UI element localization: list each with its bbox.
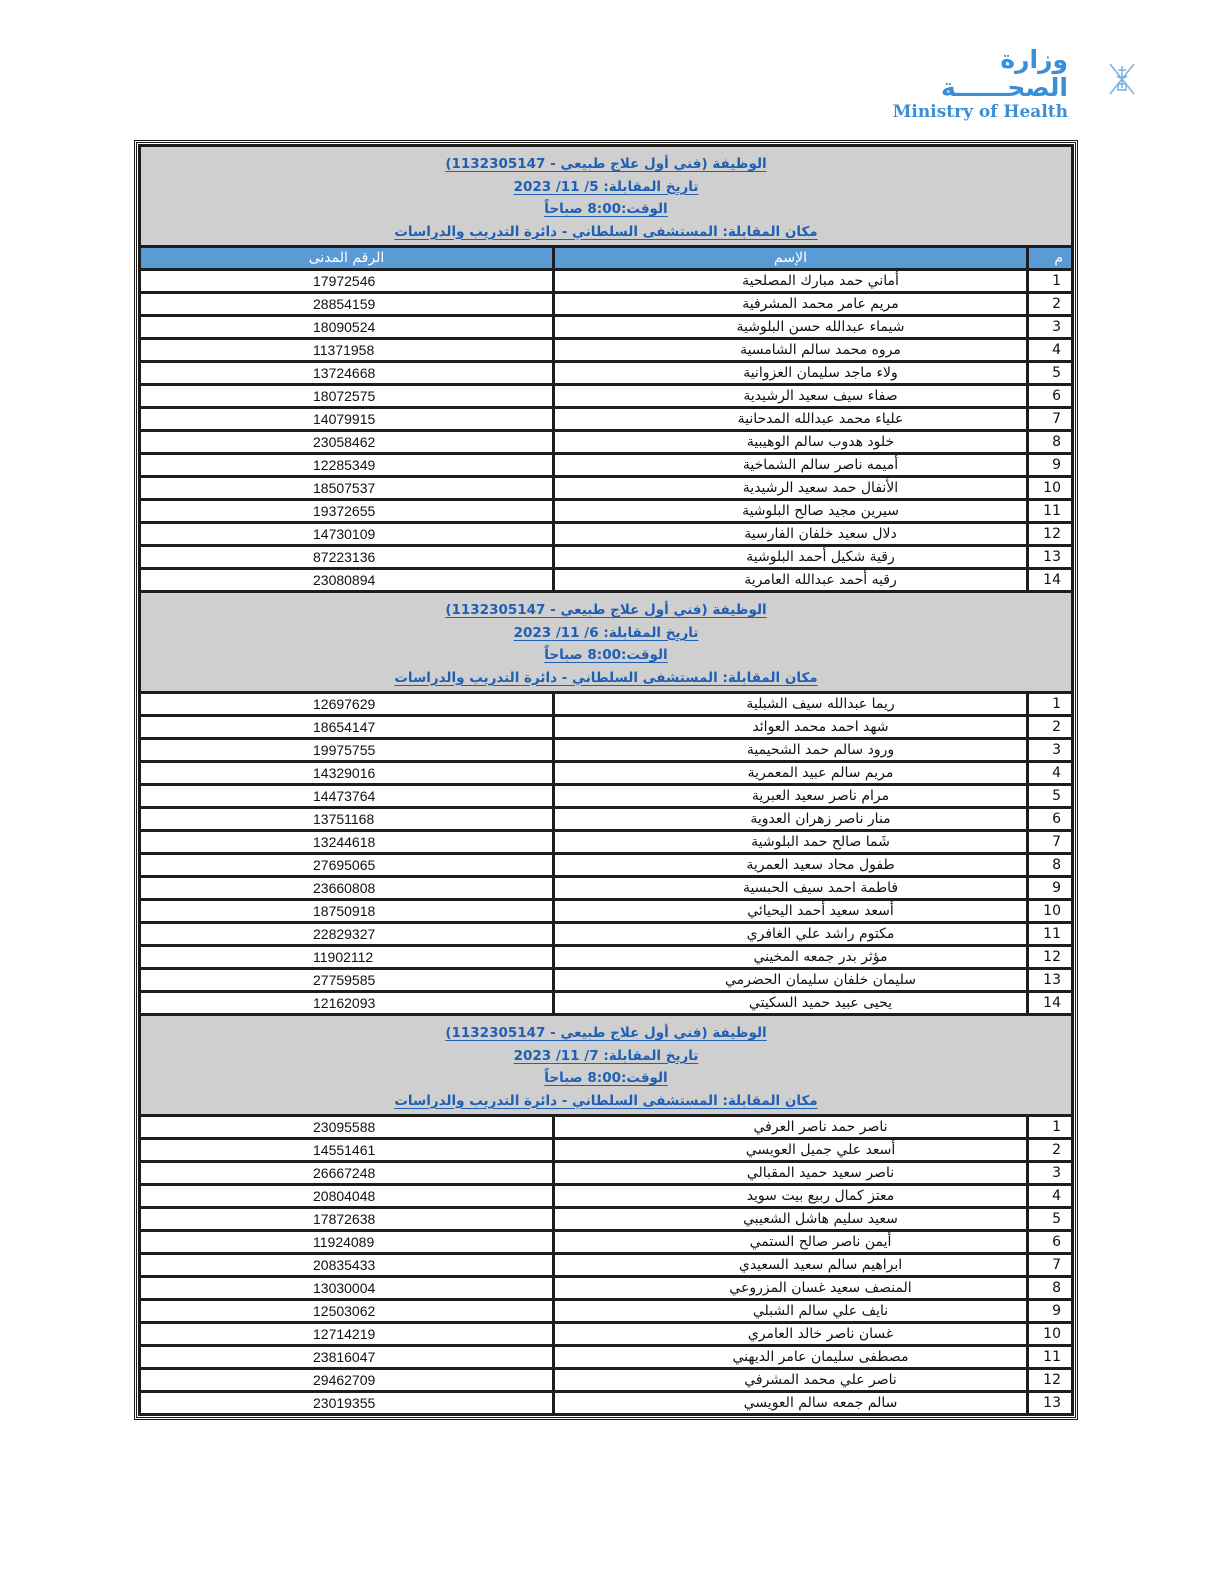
civil-id: 23816047 — [140, 1346, 554, 1369]
table-row — [140, 831, 1073, 854]
civil-id: 13751168 — [140, 808, 554, 831]
civil-id: 13724668 — [140, 362, 554, 385]
row-index: 1 — [1028, 270, 1073, 293]
section-header-cell — [140, 1015, 1073, 1116]
interview-time: الوقت:8:00 صباحاً — [544, 201, 668, 217]
table-row — [140, 293, 1073, 316]
civil-id: 27759585 — [140, 969, 554, 992]
civil-id: 18750918 — [140, 900, 554, 923]
candidate-name: شَما صالح حمد البلوشية — [554, 831, 1028, 854]
row-index: 10 — [1028, 1323, 1073, 1346]
candidate-name: ريما عبدالله سيف الشبلية — [554, 693, 1028, 716]
row-index: 4 — [1028, 1185, 1073, 1208]
table-row — [140, 408, 1073, 431]
civil-id: 18507537 — [140, 477, 554, 500]
ministry-logo — [892, 40, 1154, 122]
table-row — [140, 946, 1073, 969]
interview-date: تاريخ المقابلة: 5/ 11/ 2023 — [513, 178, 699, 195]
table-row — [140, 785, 1073, 808]
row-index: 5 — [1028, 785, 1073, 808]
candidate-name: مريم عامر محمد المشرفية — [554, 293, 1028, 316]
candidate-name: طفول محاد سعيد العمرية — [554, 854, 1028, 877]
table-row — [140, 1323, 1073, 1346]
row-index: 12 — [1028, 523, 1073, 546]
row-index: 1 — [1028, 693, 1073, 716]
civil-id: 22829327 — [140, 923, 554, 946]
section-header — [140, 146, 1073, 247]
row-index: 10 — [1028, 900, 1073, 923]
civil-id: 28854159 — [140, 293, 554, 316]
candidate-name: مروه محمد سالم الشامسية — [554, 339, 1028, 362]
civil-id: 12285349 — [140, 454, 554, 477]
candidate-name: مصطفى سليمان عامر الديهني — [554, 1346, 1028, 1369]
civil-id: 12503062 — [140, 1300, 554, 1323]
civil-id: 23080894 — [140, 569, 554, 592]
table-row — [140, 1346, 1073, 1369]
table-row — [140, 523, 1073, 546]
section-header-cell — [140, 146, 1073, 247]
job-title: الوظيفة (فني أول علاج طبيعي - 1132305147) — [445, 1025, 767, 1041]
table-row — [140, 546, 1073, 569]
candidate-name: يحيى عبيد حميد السكيتي — [554, 992, 1028, 1015]
civil-id: 29462709 — [140, 1369, 554, 1392]
row-index: 6 — [1028, 808, 1073, 831]
table-row — [140, 762, 1073, 785]
table-row — [140, 693, 1073, 716]
candidate-name: علياء محمد عبدالله المدحانية — [554, 408, 1028, 431]
row-index: 12 — [1028, 946, 1073, 969]
row-index: 13 — [1028, 969, 1073, 992]
table-row — [140, 1392, 1073, 1415]
job-title: الوظيفة (فني أول علاج طبيعي - 1132305147) — [445, 156, 767, 172]
candidate-name: رقيه أحمد عبدالله العامرية — [554, 569, 1028, 592]
interview-time: الوقت:8:00 صباحاً — [544, 1070, 668, 1086]
crescent-emblem-icon — [1068, 40, 1148, 120]
section-header-cell — [140, 592, 1073, 693]
row-index: 13 — [1028, 1392, 1073, 1415]
candidate-name: سيرين مجيد صالح البلوشية — [554, 500, 1028, 523]
row-index: 5 — [1028, 1208, 1073, 1231]
civil-id: 12162093 — [140, 992, 554, 1015]
row-index: 14 — [1028, 992, 1073, 1015]
column-header-civil-id: الرقم المدنى — [140, 247, 554, 270]
candidate-name: أسعد علي جميل العويسي — [554, 1139, 1028, 1162]
candidate-name: معتز كمال ربيع بيت سويد — [554, 1185, 1028, 1208]
candidate-name: نايف علي سالم الشبلي — [554, 1300, 1028, 1323]
interview-schedule-table — [138, 144, 1074, 1416]
logo-arabic-text: وزارة الصحــــــة — [940, 45, 1068, 102]
candidate-name: خلود هدوب سالم الوهيبية — [554, 431, 1028, 454]
row-index: 3 — [1028, 316, 1073, 339]
interview-place: مكان المقابلة: المستشفى السلطاني - دائرة التدريب والدراسات — [394, 1092, 818, 1109]
table-row — [140, 500, 1073, 523]
table-row — [140, 1254, 1073, 1277]
candidate-name: مكتوم راشد علي الغافري — [554, 923, 1028, 946]
table-row — [140, 1277, 1073, 1300]
row-index: 2 — [1028, 293, 1073, 316]
row-index: 5 — [1028, 362, 1073, 385]
candidate-name: سالم جمعه سالم العويسي — [554, 1392, 1028, 1415]
civil-id: 20804048 — [140, 1185, 554, 1208]
row-index: 6 — [1028, 1231, 1073, 1254]
interview-place: مكان المقابلة: المستشفى السلطاني - دائرة التدريب والدراسات — [394, 223, 818, 240]
civil-id: 11371958 — [140, 339, 554, 362]
civil-id: 23019355 — [140, 1392, 554, 1415]
column-header-index: م — [1028, 247, 1073, 270]
table-row — [140, 477, 1073, 500]
civil-id: 13244618 — [140, 831, 554, 854]
civil-id: 26667248 — [140, 1162, 554, 1185]
civil-id: 18072575 — [140, 385, 554, 408]
table-row — [140, 569, 1073, 592]
candidate-name: أميمه ناصر سالم الشماخية — [554, 454, 1028, 477]
civil-id: 23660808 — [140, 877, 554, 900]
candidate-name: ناصر علي محمد المشرفي — [554, 1369, 1028, 1392]
table-row — [140, 969, 1073, 992]
table-row — [140, 316, 1073, 339]
table-row — [140, 1300, 1073, 1323]
civil-id: 23058462 — [140, 431, 554, 454]
row-index: 13 — [1028, 546, 1073, 569]
table-row — [140, 739, 1073, 762]
table-row — [140, 992, 1073, 1015]
candidate-name: شهد احمد محمد العوائد — [554, 716, 1028, 739]
row-index: 9 — [1028, 1300, 1073, 1323]
row-index: 11 — [1028, 500, 1073, 523]
candidate-name: أماني حمد مبارك المصلحية — [554, 270, 1028, 293]
candidate-name: سعيد سليم هاشل الشعيبي — [554, 1208, 1028, 1231]
candidate-name: ناصر حمد ناصر العرفي — [554, 1116, 1028, 1139]
table-row — [140, 808, 1073, 831]
row-index: 4 — [1028, 339, 1073, 362]
candidate-name: غسان ناصر خالد العامري — [554, 1323, 1028, 1346]
candidate-name: دلال سعيد خلفان الفارسية — [554, 523, 1028, 546]
table-row — [140, 1185, 1073, 1208]
row-index: 4 — [1028, 762, 1073, 785]
candidate-name: منار ناصر زهران العدوية — [554, 808, 1028, 831]
row-index: 12 — [1028, 1369, 1073, 1392]
table-row — [140, 454, 1073, 477]
table-row — [140, 900, 1073, 923]
candidate-name: أسعد سعيد أحمد اليحيائي — [554, 900, 1028, 923]
table-row — [140, 385, 1073, 408]
candidate-name: مريم سالم عبيد المعمرية — [554, 762, 1028, 785]
candidate-name: ولاء ماجد سليمان العزوانية — [554, 362, 1028, 385]
row-index: 6 — [1028, 385, 1073, 408]
row-index: 2 — [1028, 1139, 1073, 1162]
logo-english-text: Ministry of Health — [892, 102, 1068, 122]
candidate-name: المنصف سعيد غسان المزروعي — [554, 1277, 1028, 1300]
civil-id: 20835433 — [140, 1254, 554, 1277]
civil-id: 14551461 — [140, 1139, 554, 1162]
table-row — [140, 270, 1073, 293]
column-header-name: الإسم — [554, 247, 1028, 270]
interview-place: مكان المقابلة: المستشفى السلطاني - دائرة التدريب والدراسات — [394, 669, 818, 686]
candidate-name: ناصر سعيد حميد المقبالي — [554, 1162, 1028, 1185]
row-index: 2 — [1028, 716, 1073, 739]
civil-id: 19372655 — [140, 500, 554, 523]
table-row — [140, 431, 1073, 454]
interview-date: تاريخ المقابلة: 6/ 11/ 2023 — [513, 624, 699, 641]
civil-id: 14079915 — [140, 408, 554, 431]
section-header — [140, 1015, 1073, 1116]
logo-text — [893, 46, 1068, 122]
section-header — [140, 592, 1073, 693]
row-index: 8 — [1028, 854, 1073, 877]
candidate-name: أيمن ناصر صالح الستمي — [554, 1231, 1028, 1254]
row-index: 9 — [1028, 454, 1073, 477]
table-row — [140, 1162, 1073, 1185]
candidate-name: صفاء سيف سعيد الرشيدية — [554, 385, 1028, 408]
table-row — [140, 1208, 1073, 1231]
row-index: 3 — [1028, 1162, 1073, 1185]
table-row — [140, 1139, 1073, 1162]
civil-id: 19975755 — [140, 739, 554, 762]
candidate-name: سليمان خلفان سليمان الحضرمي — [554, 969, 1028, 992]
candidate-name: مرام ناصر سعيد العبرية — [554, 785, 1028, 808]
row-index: 11 — [1028, 1346, 1073, 1369]
civil-id: 17872638 — [140, 1208, 554, 1231]
interview-schedule-sheet — [134, 140, 1078, 1420]
row-index: 7 — [1028, 1254, 1073, 1277]
row-index: 9 — [1028, 877, 1073, 900]
table-row — [140, 854, 1073, 877]
candidate-name: شيماء عبدالله حسن البلوشية — [554, 316, 1028, 339]
civil-id: 14329016 — [140, 762, 554, 785]
row-index: 14 — [1028, 569, 1073, 592]
civil-id: 18090524 — [140, 316, 554, 339]
civil-id: 11924089 — [140, 1231, 554, 1254]
table-row — [140, 1116, 1073, 1139]
table-row — [140, 339, 1073, 362]
row-index: 11 — [1028, 923, 1073, 946]
row-index: 1 — [1028, 1116, 1073, 1139]
table-row — [140, 1231, 1073, 1254]
civil-id: 12714219 — [140, 1323, 554, 1346]
civil-id: 14473764 — [140, 785, 554, 808]
table-row — [140, 877, 1073, 900]
candidate-name: فاطمة احمد سيف الحبسية — [554, 877, 1028, 900]
row-index: 8 — [1028, 1277, 1073, 1300]
row-index: 7 — [1028, 408, 1073, 431]
civil-id: 17972546 — [140, 270, 554, 293]
row-index: 8 — [1028, 431, 1073, 454]
table-row — [140, 716, 1073, 739]
column-header-row — [140, 247, 1073, 270]
candidate-name: رقية شكيل أحمد البلوشية — [554, 546, 1028, 569]
table-row — [140, 923, 1073, 946]
candidate-name: مؤثر بدر جمعه المخيني — [554, 946, 1028, 969]
interview-time: الوقت:8:00 صباحاً — [544, 647, 668, 663]
candidate-name: ابراهيم سالم سعيد السعيدي — [554, 1254, 1028, 1277]
civil-id: 13030004 — [140, 1277, 554, 1300]
civil-id: 12697629 — [140, 693, 554, 716]
table-row — [140, 1369, 1073, 1392]
row-index: 3 — [1028, 739, 1073, 762]
row-index: 7 — [1028, 831, 1073, 854]
candidate-name: ورود سالم حمد الشحيمية — [554, 739, 1028, 762]
civil-id: 11902112 — [140, 946, 554, 969]
table-row — [140, 362, 1073, 385]
civil-id: 14730109 — [140, 523, 554, 546]
job-title: الوظيفة (فني أول علاج طبيعي - 1132305147) — [445, 602, 767, 618]
civil-id: 18654147 — [140, 716, 554, 739]
interview-date: تاريخ المقابلة: 7/ 11/ 2023 — [513, 1047, 699, 1064]
civil-id: 27695065 — [140, 854, 554, 877]
candidate-name: الأنفال حمد سعيد الرشيدية — [554, 477, 1028, 500]
civil-id: 23095588 — [140, 1116, 554, 1139]
civil-id: 87223136 — [140, 546, 554, 569]
row-index: 10 — [1028, 477, 1073, 500]
